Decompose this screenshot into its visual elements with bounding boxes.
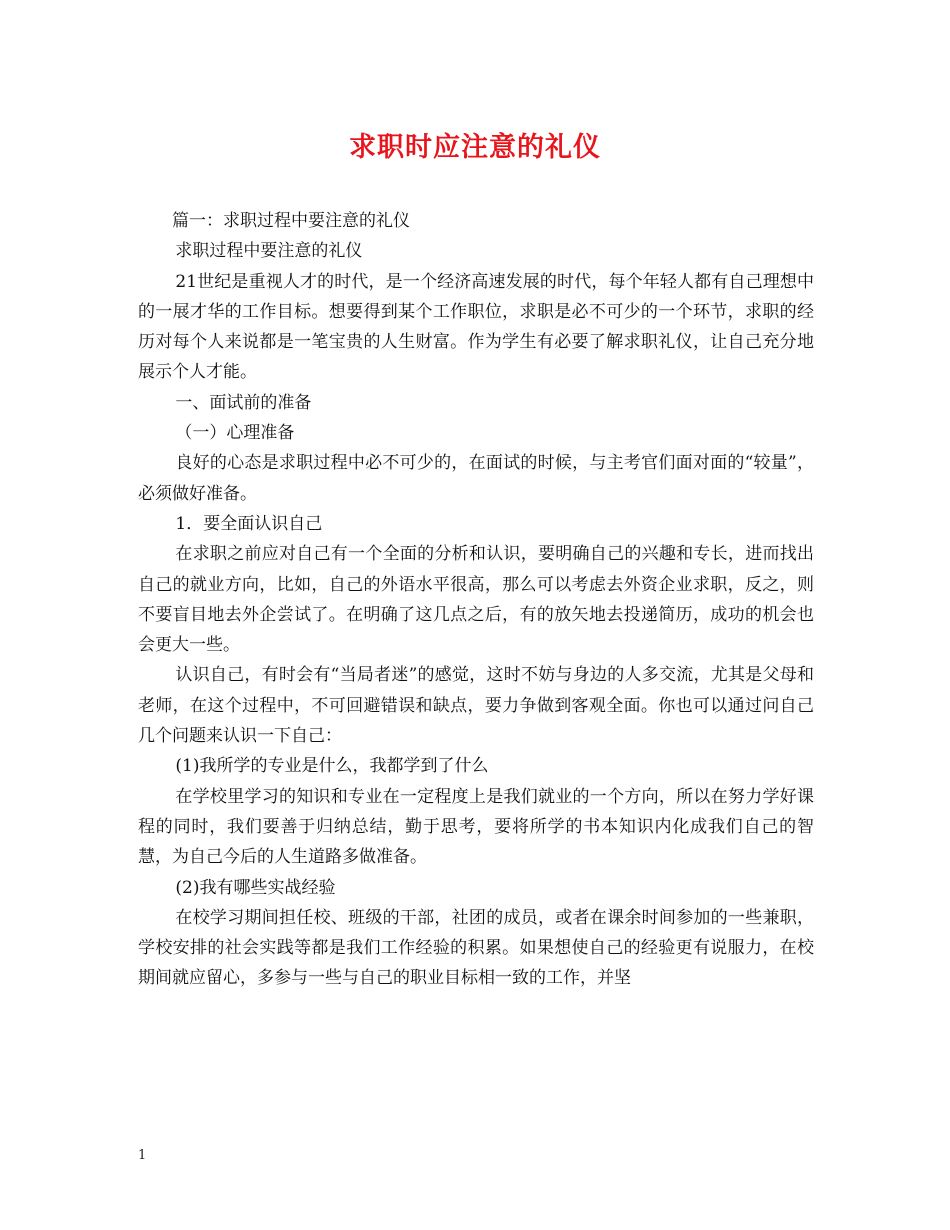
paragraph-experience: 在校学习期间担任校、班级的干部，社团的成员，或者在课余时间参加的一些兼职，学校安排的社会实践等都是我们工作经验的积累。如果想使自己的经验更有说服力，在校期间就应留心，多参与一些与自己的职业目标相一致的工作，并坚 [138,907,814,989]
paragraph-self-awareness: 认识自己，有时会有“当局者迷”的感觉，这时不妨与身边的人多交流，尤其是父母和老师，在这个过程中，不可回避错误和缺点，要力争做到客观全面。你也可以通过问自己几个问题来认识一下自己： [138,665,814,747]
paragraph-heading-know-yourself: 1．要全面认识自己 [175,513,323,534]
paragraph-heading-mental: （一）心理准备 [175,423,295,444]
paragraph-mindset: 良好的心态是求职过程中必不可少的，在面试的时候，与主考官们面对面的“较量”，必须做好准备。 [138,453,814,504]
page-number: 1 [138,1148,147,1163]
paragraph-heading-preparation: 一、面试前的准备 [175,392,312,413]
paragraph-study: 在学校里学习的知识和专业在一定程度上是我们就业的一个方向，所以在努力学好课程的同时，我们要善于归纳总结，勤于思考，要将所学的书本知识内化成我们自己的智慧，为自己今后的人生道路多做准备。 [138,786,814,868]
paragraph-intro: 21世纪是重视人才的时代，是一个经济高速发展的时代，每个年轻人都有自己理想中的一展才华的工作目标。想要得到某个工作职位，求职是必不可少的一个环节，求职的经历对每个人来说都是一笔宝贵的人生财富。作为学生有必要了解求职礼仪，让自己充分地展示个人才能。 [138,271,814,383]
paragraph-self-analysis: 在求职之前应对自己有一个全面的分析和认识，要明确自己的兴趣和专长，进而找出自己的就业方向，比如，自己的外语水平很高，那么可以考虑去外资企业求职，反之，则不要盲目地去外企尝试了。在明确了这几点之后，有的放矢地去投递简历，成功的机会也会更大一些。 [138,544,814,656]
document-body [138,206,814,994]
paragraph-question-2: (2)我有哪些实战经验 [175,877,336,898]
document-title: 求职时应注意的礼仪 [349,132,601,163]
paragraph-section-heading: 篇一：求职过程中要注意的礼仪 [172,211,410,231]
paragraph-question-1: (1)我所学的专业是什么，我都学到了什么 [175,756,489,777]
paragraph-subtitle: 求职过程中要注意的礼仪 [175,241,363,262]
